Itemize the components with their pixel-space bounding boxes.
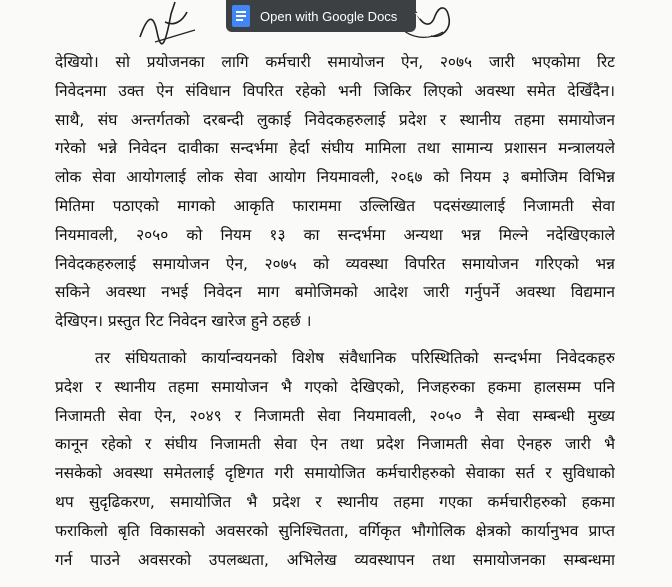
paragraph-2 — [55, 344, 615, 574]
text-line: थप सुदृढिकरण, समायोजित भै प्रदेश र स्थानीय तहमा गएका कर्मचारीहरुको हकमा — [55, 492, 615, 511]
text-line: सकिने अवस्था नभई निवेदन माग बमोजिमको आदेश जारी गर्नुपर्ने अवस्था विद्यमान — [55, 283, 615, 302]
text-line: निवेदनमा उक्त ऐन संविधान विपरित रहेको भनी जिकिर लिएको अवस्था समेत देखिँदैन। — [55, 81, 615, 100]
text-line: मितिमा पठाएको मागको आकृति फाराममा उल्लिखित पदसंख्यालाई निजामती सेवा — [55, 196, 615, 215]
text-line: निजामती सेवा ऐन, २०४९ र निजामती सेवा नियमावली, २०५० नै सेवा सम्बन्धी मुख्य — [55, 406, 615, 425]
text-line: नियमावली, २०५० को नियम १३ का सन्दर्भमा अन्यथा भन्न मिल्ने नदेखिएकाले — [55, 225, 615, 244]
text-line: कानून रहेको र संघीय निजामती सेवा ऐन तथा प्रदेश निजामती सेवा ऐनहरु जारी भै — [55, 435, 615, 454]
chevron-down-icon — [415, 13, 425, 19]
document-body — [55, 48, 615, 574]
text-line: नसकेको अवस्था समेतलाई दृष्टिगत गरी समायोजित कर्मचारीहरुको सेवाका सर्त र सुविधाको — [55, 464, 615, 483]
text-line: तर संघियताको कार्यान्वयनको विशेष संवैधानिक परिस्थितिको सन्दर्भमा निवेदकहरु — [95, 348, 615, 367]
text-line: लोक सेवा आयोगलाई लोक सेवा आयोग नियमावली, २०६७ को नियम ३ बमोजिम विभिन्न — [55, 168, 615, 187]
text-line: गर्न पाउने अवसरको उपलब्धता, अभिलेख व्यवस्थापन तथा समायोजनका सम्बन्धमा — [55, 550, 615, 569]
text-line: निवेदकहरुलाई समायोजन ऐन, २०७५ को व्यवस्था विपरित समायोजन गरिएको भन्न — [55, 254, 615, 273]
text-line: फराकिलो बृति विकासको अवसरको सुनिश्चितता, वर्गिकृत भौगोलिक क्षेत्रको कार्यानुभव प्राप्त — [55, 521, 615, 540]
text-line: गरेको भन्ने निवेदन दावीका सन्दर्भमा हेर्दा संघीय मामिला तथा सामान्य प्रशासन मन्त्रालयले — [55, 139, 615, 158]
text-line: देखिएन। प्रस्तुत रिट निवेदन खारेज हुने ठहर्छ । — [55, 312, 312, 331]
open-with-dropdown-button[interactable] — [415, 0, 425, 32]
open-with-google-docs-label: Open with Google Docs — [260, 8, 398, 24]
text-line: देखियो। सो प्रयोजनका लागि कर्मचारी समायोजन ऐन, २०७५ जारी भएकोमा रिट — [55, 53, 615, 71]
google-docs-icon — [232, 5, 250, 27]
text-line: साथै, संघ अन्तर्गतको दरबन्दी लुकाई निवेदकहरुलाई प्रदेश र स्थानीय तहमा समायोजन — [55, 110, 615, 129]
open-with-google-docs-button[interactable] — [232, 0, 397, 32]
open-with-toolbar — [226, 0, 416, 32]
paragraph-1 — [55, 48, 615, 336]
text-line: प्रदेश र स्थानीय तहमा समायोजन भै गएको देखिएको, निजहरुका हकमा हालसम्म पनि — [55, 377, 615, 396]
